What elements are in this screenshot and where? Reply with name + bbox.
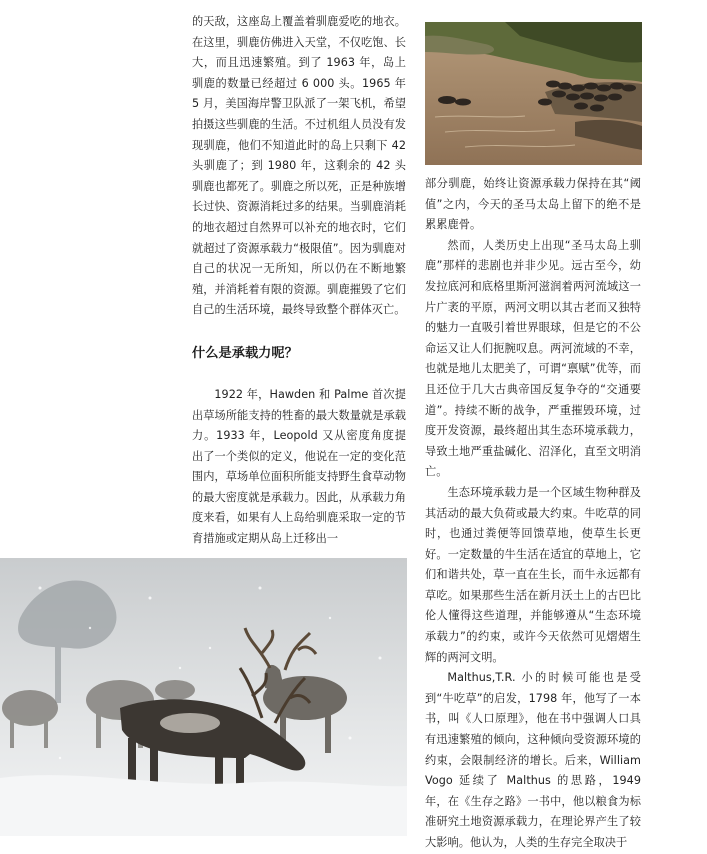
- body-paragraph: 然而，人类历史上出现“圣马太岛上驯鹿”那样的悲剧也并非少见。远古至今，幼发拉底河和底格里斯河滋润着两河流域这一片广袤的平原，两河文明以其古老而又独特的魅力一直吸引着世界眼球，但是它的不公命运又让人们扼腕叹息。两河流域的不幸，也就是地儿太肥美了，可谓“禀赋”优等，而且还位于几大古典帝国反复争夺的“交通要道”。持续不断的战争，严重摧毁环境，过度开发资源，最终超出其生态环境承载力，导致土地严重盐碱化、沼泽化，直至文明消亡。: [425, 238, 641, 479]
- wildebeest-river-image: [425, 22, 642, 165]
- reindeer-snow-photo: [0, 558, 407, 836]
- right-text-column: [425, 174, 641, 854]
- body-paragraph: 的天敌，这座岛上覆盖着驯鹿爱吃的地衣。在这里，驯鹿仿佛进入天堂，不仅吃饱、长大，而且迅速繁殖。到了 1963 年，岛上驯鹿的数量已经超过 6 000 头。1965 年 5 月，美国海岸警卫队派了一架飞机，希望拍摄这些驯鹿的生活。不过机组人员没有发现驯鹿，他们不知道此时的岛上只剩下 42 头驯鹿了；到 1980 年，这剩余的 42 头驯鹿也都死了。驯鹿之所以死，正是种族增长过快、资源消耗过多的结果。当驯鹿消耗的地衣超过自然界可以补充的地衣时，它们就超过了资源承载力“极限值”。因为驯鹿对自己的状况一无所知，所以仍在不断地繁殖，并消耗着有限的资源。驯鹿摧毁了它们自己的生活环境，最终导致整个群体灭亡。: [192, 15, 406, 317]
- wildebeest-river-photo: [425, 22, 642, 165]
- body-paragraph: 1922 年，Hawden 和 Palme 首次提出草场所能支持的牲畜的最大数量就是承载力。1933 年，Leopold 又从密度角度提出了一个类似的定义，他说在一定的变化范围内，草场单位面积所能支持野生食草动物的最大密度就是承载力。因此，从承载力角度来看，如果有人上岛给驯鹿采取一定的节育措施或定期从岛上迁移出一: [192, 387, 406, 546]
- left-text-column: [192, 12, 406, 550]
- body-paragraph: Malthus,T.R. 小的时候可能也是受到“牛吃草”的启发，1798 年，他写了一本书，叫《人口原理》，他在书中强调人口具有迅速繁殖的倾向，这种倾向受资源环境的约束，会限制经济的增长。后来，William Vogo 延续了 Malthus 的思路，1949 年，在《生存之路》一书中，他以粮食为标准研究土地资源承载力，在理论界产生了较大影响。他认为，人类的生存完全取决于: [425, 671, 641, 849]
- reindeer-snow-image: [0, 558, 407, 836]
- section-heading: 什么是承载力呢？: [192, 345, 298, 361]
- body-paragraph: 部分驯鹿，始终让资源承载力保持在其“阈值”之内，今天的圣马太岛上留下的绝不是累累鹿骨。: [425, 177, 641, 232]
- body-paragraph: 生态环境承载力是一个区域生物种群及其活动的最大负荷或最大约束。牛吃草的同时，也通过粪便等回馈草地，使草生长更好。一定数量的牛生活在适宜的草地上，它们和谐共处，草一直在生长，而牛永远都有草吃。如果那些生活在新月沃土上的古巴比伦人懂得这些道理，并能够遵从“生态环境承载力”的约束，或许今天依然可见熠熠生辉的两河文明。: [425, 485, 641, 664]
